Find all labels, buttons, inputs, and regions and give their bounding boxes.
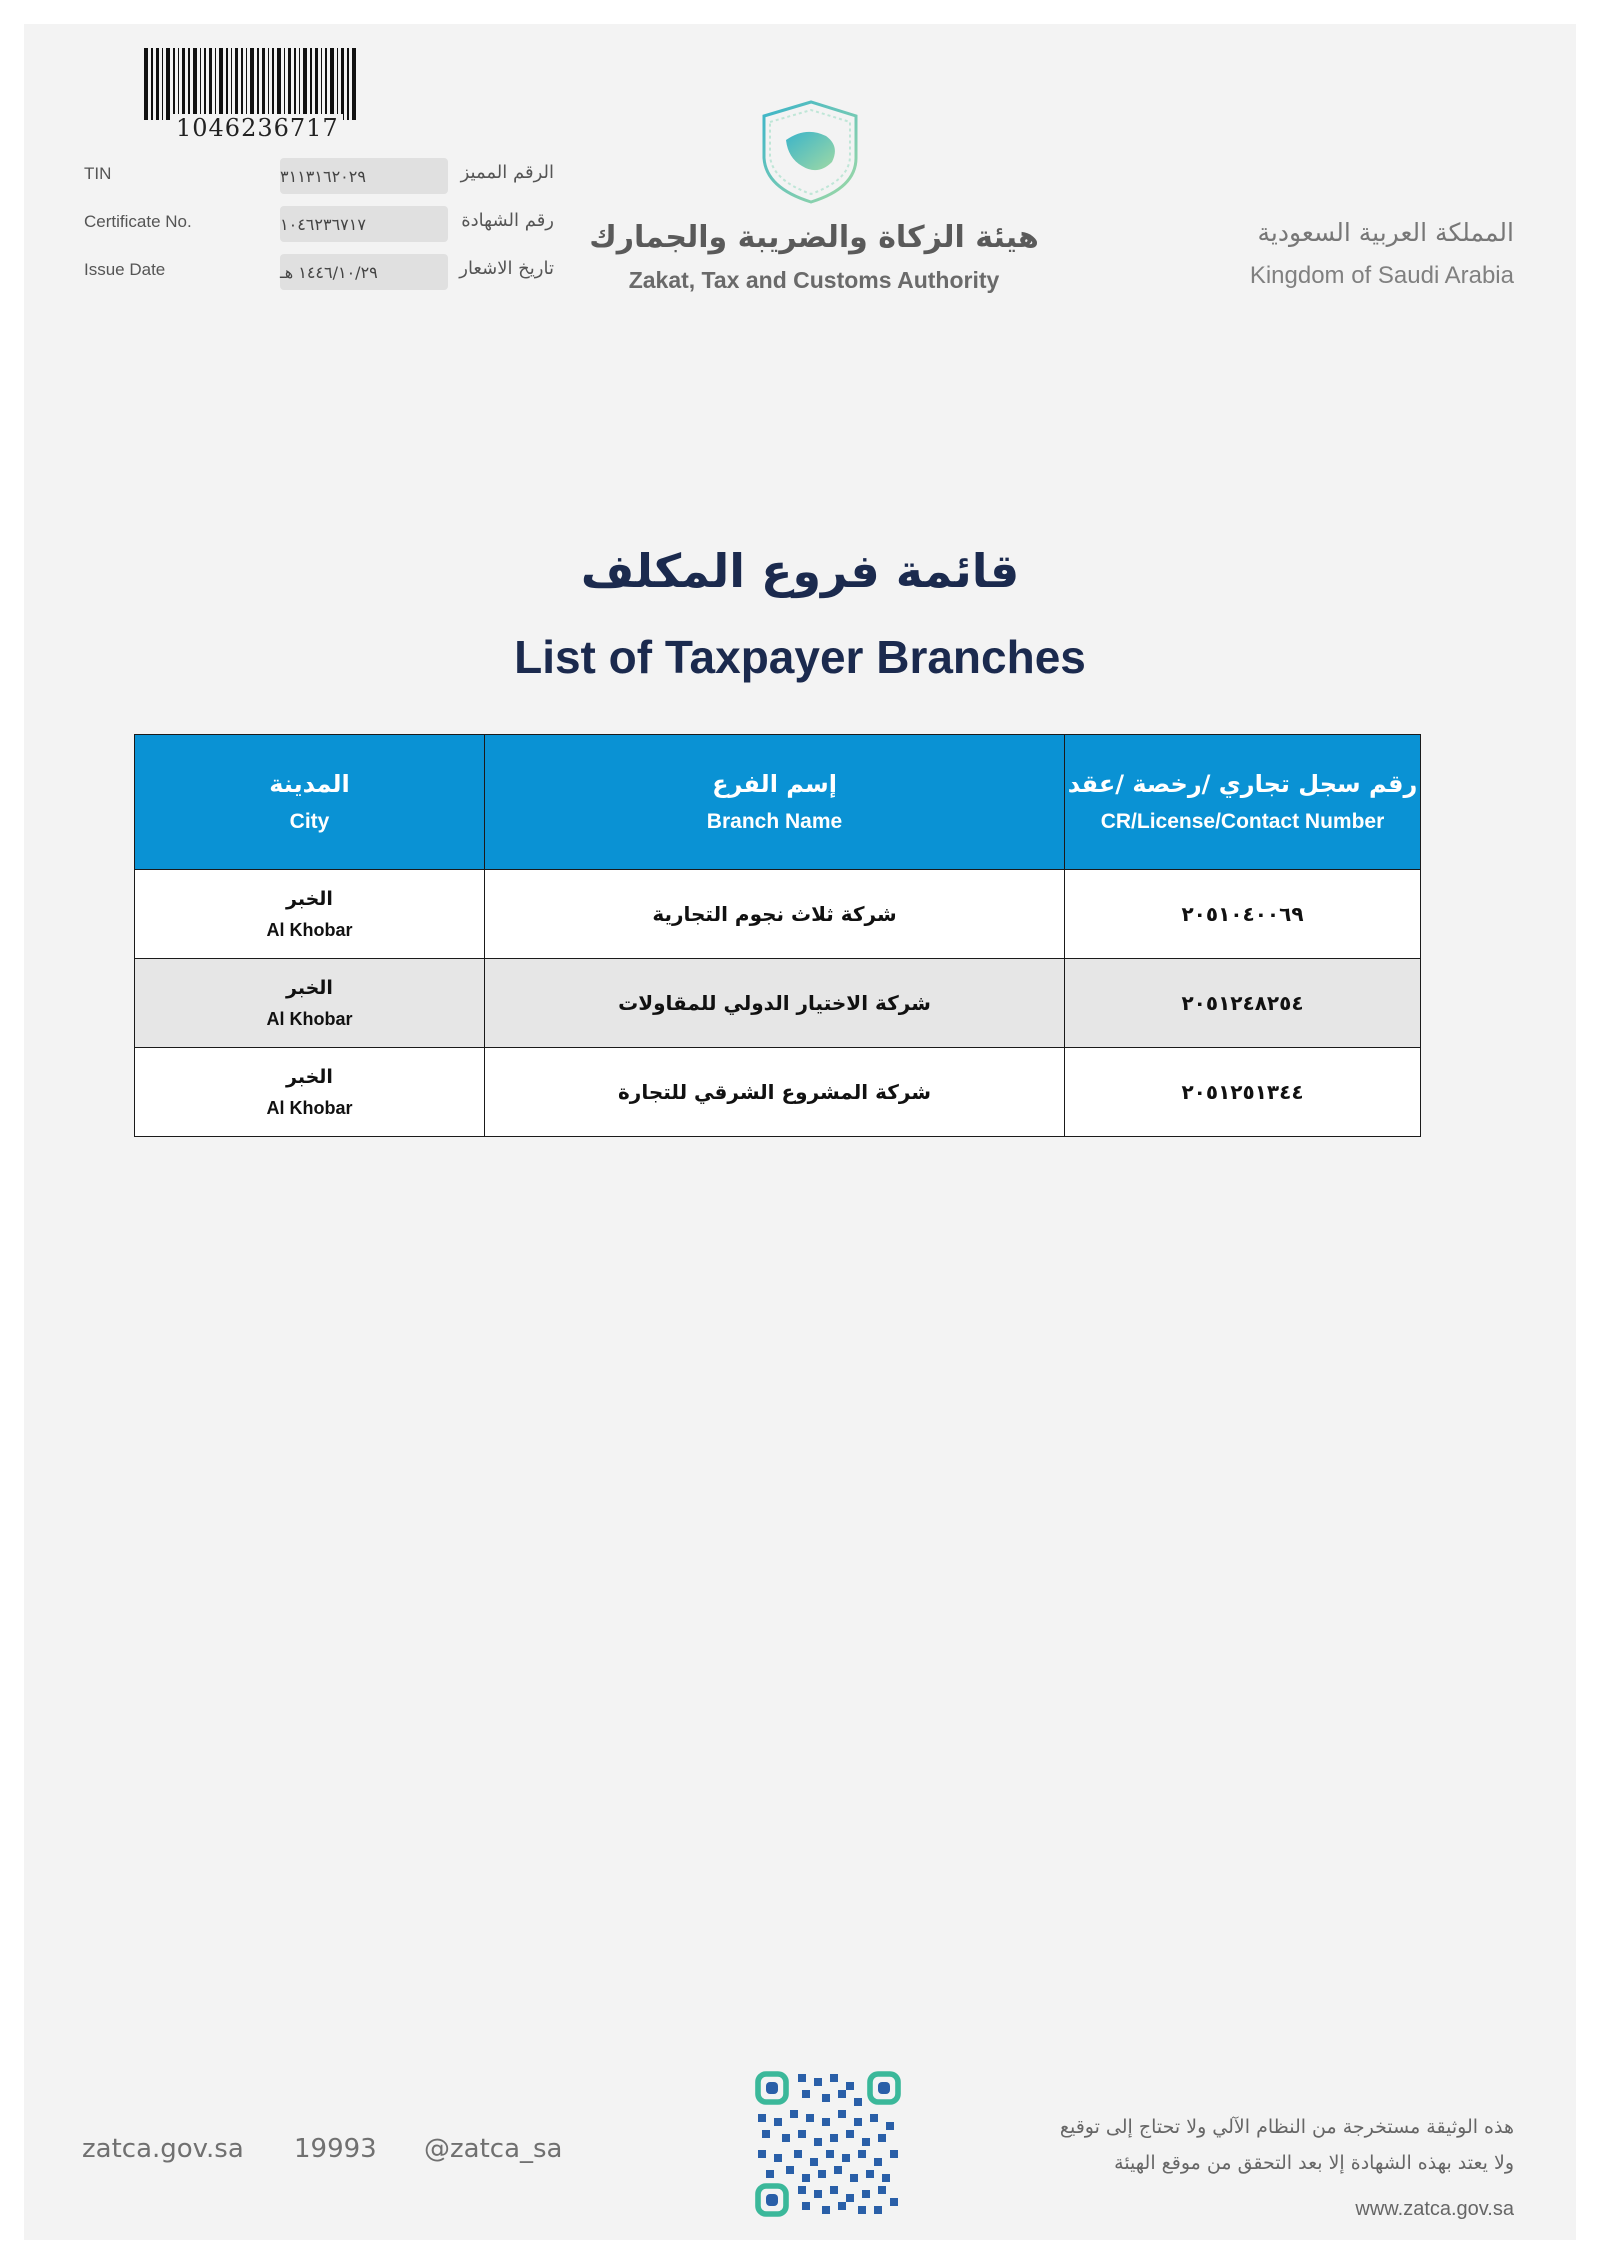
table-row: [135, 870, 1421, 959]
issue-date-label-en: Issue Date: [84, 260, 166, 279]
header-cr-ar: رقم سجل تجاري /رخصة /عقد: [1067, 770, 1418, 798]
branch-name-cell: شركة ثلاث نجوم التجارية: [485, 870, 1065, 959]
footer-website[interactable]: zatca.gov.sa: [82, 2134, 244, 2164]
city-cell: [135, 1048, 485, 1137]
table-row: [135, 1048, 1421, 1137]
certificate-label-en: Certificate No.: [84, 212, 192, 231]
header-city-en: City: [289, 810, 330, 833]
footer-note-line1: هذه الوثيقة مستخرجة من النظام الآلي ولا تحتاج إلى توقيع: [1059, 2116, 1514, 2138]
tin-value: ٣١١٣١٦٢٠٢٩: [280, 158, 448, 194]
cr-number-cell: ٢٠٥١٢٤٨٢٥٤: [1065, 959, 1421, 1048]
city-ar: الخبر: [286, 1065, 333, 1088]
barcode-number: 1046236717: [172, 114, 343, 142]
tin-row: [84, 156, 554, 196]
barcode-bars: [144, 48, 414, 120]
header-cr-en: CR/License/Contact Number: [1100, 810, 1385, 833]
footer-note-url[interactable]: www.zatca.gov.sa: [1355, 2198, 1514, 2220]
qr-code: [754, 2070, 902, 2218]
footer-phone[interactable]: 19993: [294, 2134, 377, 2164]
city-en: Al Khobar: [266, 1097, 353, 1118]
table-row: [135, 959, 1421, 1048]
issue-date-value: ١٤٤٦/١٠/٢٩ هـ: [280, 254, 448, 290]
page-title-ar: قائمة فروع المكلف: [580, 544, 1020, 598]
cr-number-cell: ٢٠٥١٢٥١٣٤٤: [1065, 1048, 1421, 1137]
header-city: [135, 735, 485, 870]
header-branch: [485, 735, 1065, 870]
cr-number-cell: ٢٠٥١٠٤٠٠٦٩: [1065, 870, 1421, 959]
tin-label-en: TIN: [84, 164, 112, 183]
footer-note-line2: ولا يعتد بهذه الشهادة إلا بعد التحقق من موقع الهيئة: [1114, 2152, 1514, 2174]
header-branch-en: Branch Name: [706, 810, 843, 833]
certificate-value: ١٠٤٦٢٣٦٧١٧: [280, 206, 448, 242]
city-ar: الخبر: [286, 887, 333, 910]
header-city-ar: المدينة: [269, 770, 350, 798]
issue-date-label-ar: تاريخ الاشعار: [459, 258, 554, 279]
header-branch-ar: إسم الفرع: [712, 770, 837, 798]
city-cell: [135, 959, 485, 1048]
city-en: Al Khobar: [266, 1008, 353, 1029]
page-title-en: List of Taxpayer Branches: [514, 631, 1086, 683]
certificate-label-ar: رقم الشهادة: [461, 210, 554, 231]
city-en: Al Khobar: [266, 919, 353, 940]
branches-table: [134, 734, 1421, 1137]
kingdom-name-en: Kingdom of Saudi Arabia: [1249, 262, 1514, 289]
table-header-row: [135, 735, 1421, 870]
branch-name-cell: شركة المشروع الشرقي للتجارة: [485, 1048, 1065, 1137]
tin-label-ar: الرقم المميز: [460, 162, 554, 183]
city-ar: الخبر: [286, 976, 333, 999]
certificate-page: [24, 24, 1576, 2240]
authority-name-en: Zakat, Tax and Customs Authority: [628, 267, 1000, 293]
city-cell: [135, 870, 485, 959]
barcode: [144, 48, 414, 144]
zatca-logo-icon: [756, 96, 866, 206]
kingdom-name-ar: المملكة العربية السعودية: [1257, 218, 1514, 247]
issue-date-row: [84, 252, 554, 292]
authority-name-ar: هيئة الزكاة والضريبة والجمارك: [589, 220, 1039, 255]
footer-social[interactable]: @zatca_sa: [424, 2134, 563, 2164]
certificate-row: [84, 204, 554, 244]
header-cr: [1065, 735, 1421, 870]
branch-name-cell: شركة الاختيار الدولي للمقاولات: [485, 959, 1065, 1048]
